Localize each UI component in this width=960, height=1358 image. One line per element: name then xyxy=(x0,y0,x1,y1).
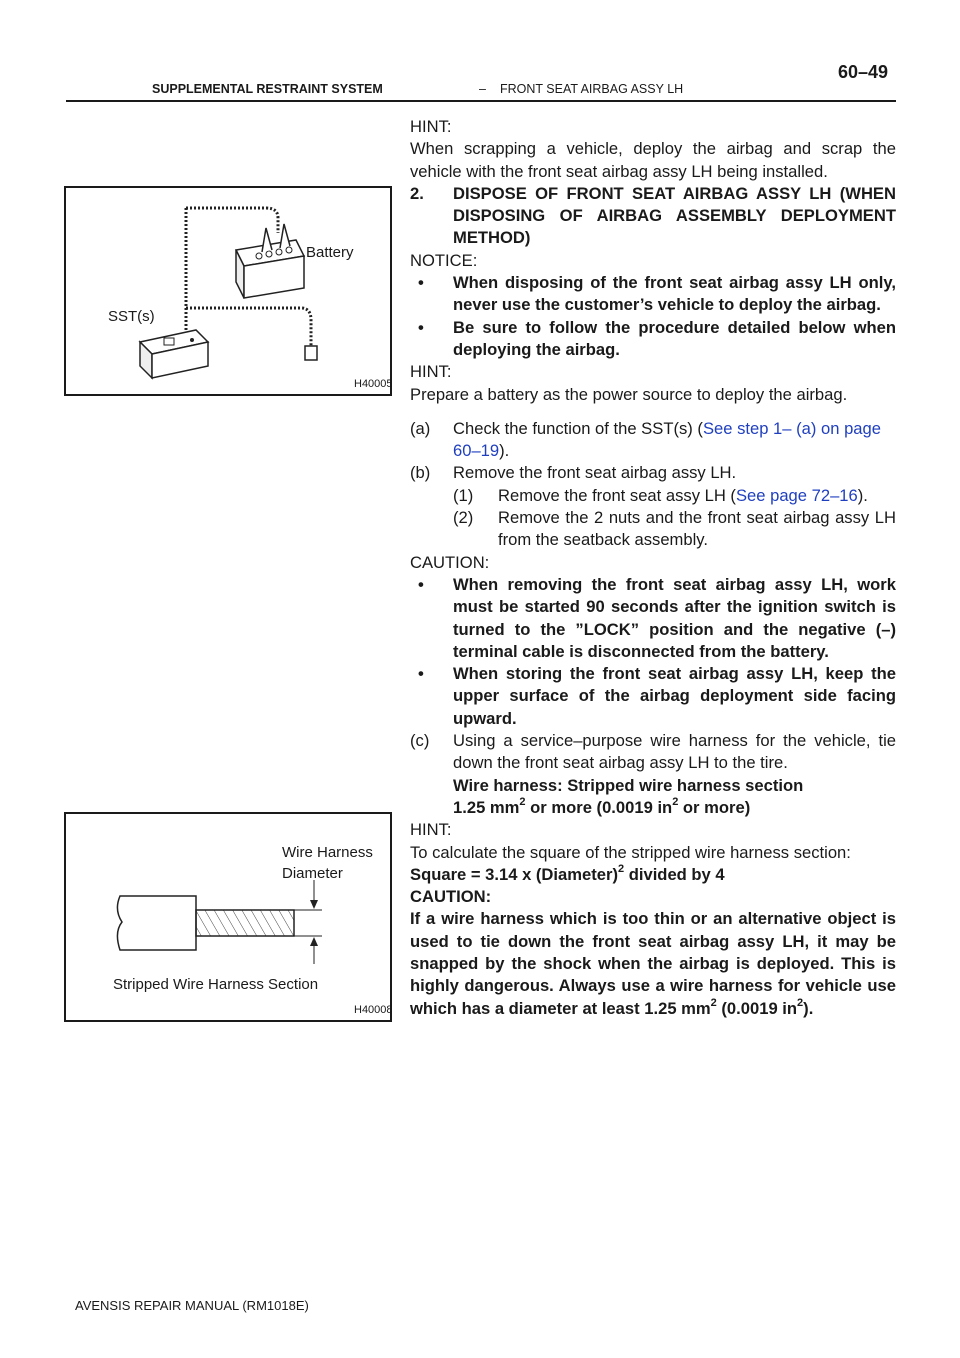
notice-title: NOTICE: xyxy=(410,250,478,270)
hint-title: HINT: xyxy=(410,820,452,840)
substep-label: (b) xyxy=(410,463,431,483)
substep-text: Using a service–purpose wire harness for the vehicle, tie down the front seat airbag assy LH to the tire. xyxy=(453,731,896,773)
substep-b1: (1) Remove the front seat assy LH (See page 72–16). xyxy=(410,485,896,507)
manual-footer: AVENSIS REPAIR MANUAL (RM1018E) xyxy=(75,1298,309,1313)
figure-sst-battery xyxy=(64,186,392,396)
substep-c xyxy=(410,730,896,819)
substep-label: (a) xyxy=(410,418,431,438)
step-title: DISPOSE OF FRONT SEAT AIRBAG ASSY LH (WHEN DISPOSING OF AIRBAG ASSEMBLY DEPLOYMENT METHOD) xyxy=(453,183,896,248)
spec-line-1: Wire harness: Stripped wire harness section xyxy=(453,775,804,795)
caution-item xyxy=(410,663,896,730)
hint-title: HINT: xyxy=(410,117,452,136)
bullet: • xyxy=(418,273,424,293)
subsection-title: FRONT SEAT AIRBAG ASSY LH xyxy=(500,82,684,96)
bullet: • xyxy=(418,574,424,594)
figure-id: H40005 xyxy=(354,378,393,390)
caution-text: When removing the front seat airbag assy LH, work must be started 90 seconds after the ignition switch is turned to the ”LOCK” position and the negative (–) terminal cable is disconnected from the battery. xyxy=(453,574,896,661)
substep-label: (2) xyxy=(453,508,474,528)
hint-text: Prepare a battery as the power source to deploy the airbag. xyxy=(410,384,848,404)
formula: Square = 3.14 x (Diameter)$^2$ divided by 4 xyxy=(410,863,725,884)
stripped-section-label: Stripped Wire Harness Section xyxy=(113,976,319,993)
header-rule xyxy=(66,100,896,102)
procedure-text xyxy=(410,116,896,1020)
substep-a: (a) Check the function of the SST(s) (See step 1– (a) on page 60–19). xyxy=(410,418,896,463)
step-2 xyxy=(410,183,896,250)
header-separator: – xyxy=(479,82,486,96)
notice-text: Be sure to follow the procedure detailed below when deploying the airbag. xyxy=(453,317,896,359)
sst-label: SST(s) xyxy=(108,308,155,325)
hint-title: HINT: xyxy=(410,362,452,382)
caution-text: If a wire harness which is too thin or an alternative object is used to tie down the front seat airbag assy LH, it may be snapped by the shock when the airbag is deployed. This is highly dangerous. Always use a wire harness for vehicle use which has a diameter at least 1.25 $mm^2$ (0.0019 $in^2$). xyxy=(410,909,896,1018)
battery-label: Battery xyxy=(306,244,354,261)
battery-icon xyxy=(236,224,304,298)
notice-item xyxy=(410,317,896,362)
substep-label: (c) xyxy=(410,731,430,751)
sst-box-icon xyxy=(140,330,208,378)
bullet: • xyxy=(418,317,424,337)
figure-wire-harness xyxy=(64,812,392,1022)
page-number: 60–49 xyxy=(838,62,889,82)
cross-reference-link[interactable]: See page 72–16 xyxy=(735,485,858,505)
substep-text: Check the function of the SST(s) ( xyxy=(453,418,703,438)
caution-title: CAUTION: xyxy=(410,887,492,907)
step-number: 2. xyxy=(410,183,424,203)
substep-text: Remove the front seat assy LH ( xyxy=(498,485,736,505)
connector-icon xyxy=(305,346,317,360)
substep-b xyxy=(410,462,896,484)
notice-text: When disposing of the front seat airbag assy LH only, never use the customer’s vehicle to deploy the airbag. xyxy=(453,273,896,315)
sst-battery-illustration xyxy=(66,188,390,394)
stripped-section-icon xyxy=(196,910,294,936)
section-title: SUPPLEMENTAL RESTRAINT SYSTEM xyxy=(152,82,383,96)
bullet: • xyxy=(418,664,424,684)
substep-text: Remove the 2 nuts and the front seat airbag assy LH from the seatback assembly. xyxy=(498,508,896,550)
substep-text: Remove the front seat airbag assy LH. xyxy=(453,463,737,483)
hint-text: When scrapping a vehicle, deploy the airbag and scrap the vehicle with the front seat airbag assy LH being installed. xyxy=(410,139,896,181)
wire-diameter-label-2: Diameter xyxy=(282,865,343,882)
cross-reference-link[interactable]: See step 1– (a) on page 60–19 xyxy=(453,418,881,461)
insulation-icon xyxy=(117,896,196,950)
spec-line-2: 1.25 $mm^2$ or more (0.0019 $in^2$ or more) xyxy=(453,796,751,817)
substep-b2 xyxy=(410,507,896,552)
substep-label: (1) xyxy=(453,485,474,505)
notice-item xyxy=(410,272,896,317)
hint-text: To calculate the square of the stripped wire harness section: xyxy=(410,842,851,862)
figure-id: H40008 xyxy=(354,1004,393,1016)
wire-diameter-label-1: Wire Harness xyxy=(282,844,373,861)
caution-title: CAUTION: xyxy=(410,552,490,572)
caution-text: When storing the front seat airbag assy LH, keep the upper surface of the airbag deployment side facing upward. xyxy=(453,664,896,728)
caution-item xyxy=(410,574,896,663)
